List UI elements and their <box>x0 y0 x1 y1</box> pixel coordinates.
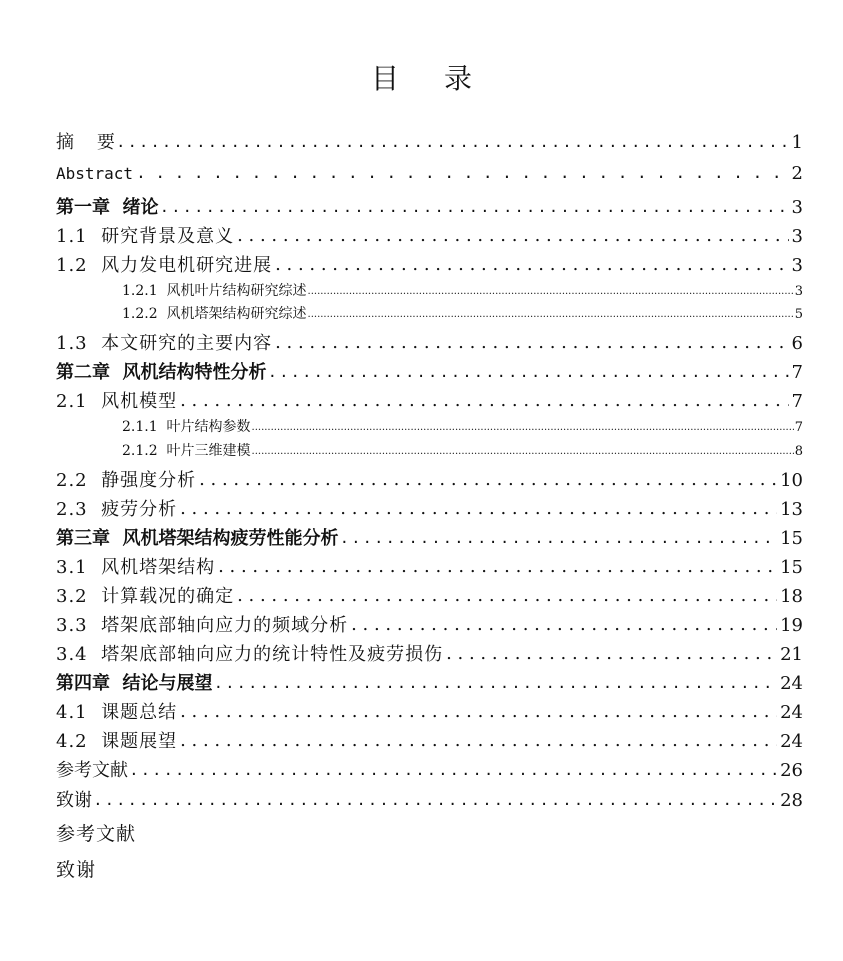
toc-leader <box>118 131 789 152</box>
toc-entry-section-1-2[interactable] <box>56 251 803 277</box>
toc-entry-label: 3.2 计算载况的确定 <box>56 586 235 607</box>
toc-entry-section-3-1[interactable] <box>56 553 803 579</box>
toc-entry-abstract-cn[interactable] <box>56 128 803 154</box>
toc-entry-label: 参考文献 <box>56 760 128 781</box>
toc-page-number: 13 <box>780 499 803 520</box>
toc-page-number: 10 <box>780 470 803 491</box>
toc-page-number: 2 <box>791 163 803 184</box>
toc-entry-label: 第一章 绪论 <box>56 197 159 218</box>
trailing-heading-references: 参考文献 <box>56 823 137 845</box>
toc-leader <box>252 418 794 434</box>
toc-entry-label: 3.1 风机塔架结构 <box>56 557 216 578</box>
toc-page-number: 6 <box>791 333 803 354</box>
toc-entry-section-2-1[interactable] <box>56 387 803 413</box>
toc-entry-label: 1.2.2 风机塔架结构研究综述 <box>122 306 307 322</box>
toc-entry-label: 2.1.2 叶片三维建模 <box>122 443 251 459</box>
toc-leader <box>275 254 788 275</box>
toc-entry-label: 3.3 塔架底部轴向应力的频域分析 <box>56 615 349 636</box>
toc-entry-section-2-1-1[interactable] <box>122 416 803 436</box>
toc-entry-label: Abstract <box>56 164 134 183</box>
toc-entry-label: 1.3 本文研究的主要内容 <box>56 333 273 354</box>
toc-entry-label: 第四章 结论与展望 <box>56 673 213 694</box>
toc-leader <box>199 469 777 490</box>
toc-entry-section-1-3[interactable] <box>56 329 803 355</box>
toc-leader <box>237 225 788 246</box>
toc-page-number: 3 <box>791 255 803 276</box>
toc-leader <box>218 556 777 577</box>
toc-leader <box>180 701 777 722</box>
toc-entry-section-4-1[interactable] <box>56 698 803 724</box>
toc-page-number: 5 <box>794 307 803 322</box>
toc-entry-label: 2.3 疲劳分析 <box>56 499 178 520</box>
toc-page-number: 18 <box>780 586 803 607</box>
toc-leader <box>275 332 788 353</box>
toc-leader <box>216 672 778 693</box>
toc-page-number: 3 <box>791 226 803 247</box>
toc-leader <box>180 730 777 751</box>
toc-leader <box>351 614 777 635</box>
toc-leader <box>180 498 777 519</box>
toc-entry-section-4-2[interactable] <box>56 727 803 753</box>
page-title: 目 录 <box>371 62 490 95</box>
toc-entry-section-2-1-2[interactable] <box>122 440 803 460</box>
toc-entry-chapter-4[interactable] <box>56 669 803 695</box>
toc-page-number: 19 <box>780 615 803 636</box>
toc-entry-label: 4.1 课题总结 <box>56 702 178 723</box>
toc-page-number: 7 <box>794 420 803 435</box>
toc-entry-label: 致谢 <box>56 790 92 811</box>
toc-page-number: 3 <box>791 197 803 218</box>
toc-leader <box>252 442 794 458</box>
toc-entry-chapter-1[interactable] <box>56 193 803 219</box>
toc-entry-label: 第二章 风机结构特性分析 <box>56 362 267 383</box>
toc-entry-section-1-2-1[interactable] <box>122 280 803 300</box>
toc-entry-section-3-2[interactable] <box>56 582 803 608</box>
toc-leader <box>270 361 789 382</box>
toc-entry-label: 2.1 风机模型 <box>56 391 178 412</box>
toc-entry-references[interactable] <box>56 756 803 782</box>
toc-entry-chapter-2[interactable] <box>56 358 803 384</box>
toc-entry-label: 1.2.1 风机叶片结构研究综述 <box>122 283 307 299</box>
toc-entry-section-1-1[interactable] <box>56 222 803 248</box>
toc-entry-label: 1.1 研究背景及意义 <box>56 226 235 247</box>
toc-page-number: 8 <box>794 444 803 459</box>
toc-page-number: 24 <box>780 673 803 694</box>
toc-leader <box>446 643 777 664</box>
toc-entry-acknowledgements[interactable] <box>56 786 803 812</box>
toc-page-number: 24 <box>780 702 803 723</box>
toc-page-number: 15 <box>780 528 803 549</box>
toc-page-number: 24 <box>780 731 803 752</box>
toc-entry-label: 摘 要 <box>56 132 115 153</box>
trailing-heading-acknowledgements: 致谢 <box>56 859 97 881</box>
toc-page-number: 1 <box>791 132 803 153</box>
toc-leader <box>136 163 788 182</box>
toc-page-number: 7 <box>791 391 803 412</box>
toc-entry-label: 第三章 风机塔架结构疲劳性能分析 <box>56 528 339 549</box>
toc-entry-abstract-en[interactable] <box>56 163 803 184</box>
toc-entry-label: 1.2 风力发电机研究进展 <box>56 255 273 276</box>
toc-page-number: 3 <box>794 284 803 299</box>
toc-leader <box>342 527 778 548</box>
toc-entry-label: 2.1.1 叶片结构参数 <box>122 419 251 435</box>
toc-leader <box>180 390 788 411</box>
toc-page-number: 21 <box>780 644 803 665</box>
toc-leader <box>308 282 794 298</box>
toc-leader <box>308 305 794 321</box>
toc-entry-section-1-2-2[interactable] <box>122 303 803 323</box>
toc-entry-section-3-3[interactable] <box>56 611 803 637</box>
toc-entry-label: 3.4 塔架底部轴向应力的统计特性及疲劳损伤 <box>56 644 444 665</box>
toc-entry-label: 2.2 静强度分析 <box>56 470 197 491</box>
toc-entry-section-3-4[interactable] <box>56 640 803 666</box>
toc-page-number: 26 <box>780 760 803 781</box>
toc-leader <box>237 585 777 606</box>
toc-page-number: 28 <box>780 790 803 811</box>
toc-leader <box>95 789 777 810</box>
toc-leader <box>131 759 777 780</box>
toc-leader <box>162 196 789 217</box>
toc-entry-chapter-3[interactable] <box>56 524 803 550</box>
toc-entry-section-2-2[interactable] <box>56 466 803 492</box>
toc-page-number: 15 <box>780 557 803 578</box>
toc-page-number: 7 <box>791 362 803 383</box>
toc-entry-label: 4.2 课题展望 <box>56 731 178 752</box>
toc-entry-section-2-3[interactable] <box>56 495 803 521</box>
